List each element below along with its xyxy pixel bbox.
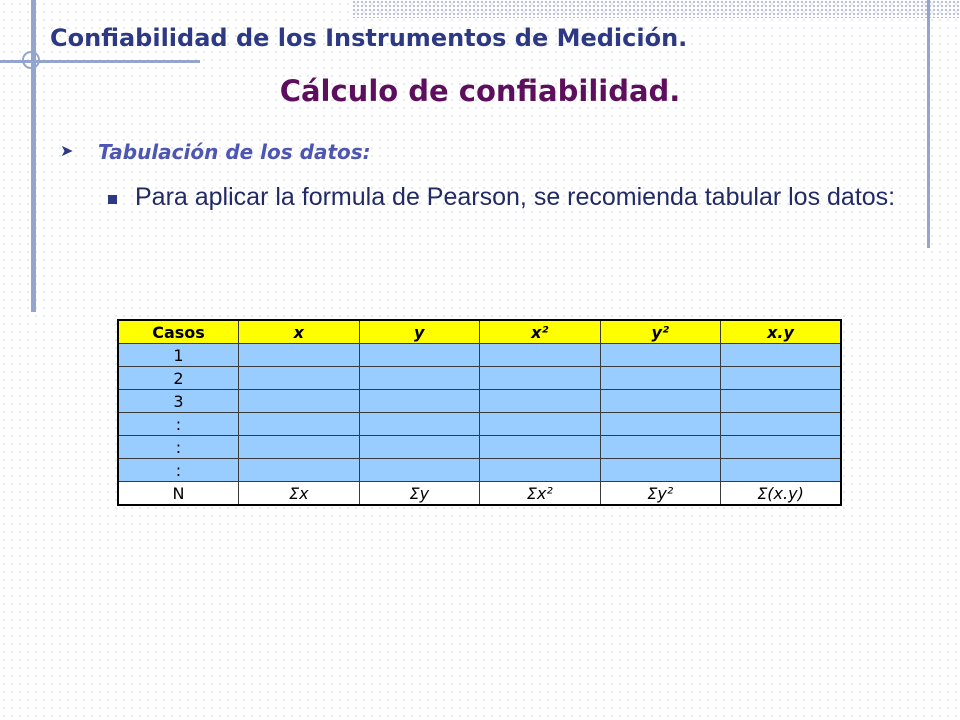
bullet-item: [108, 182, 896, 213]
header-cell-y: y: [359, 320, 480, 344]
table-cell: [480, 390, 601, 413]
decorative-vertical-line-left: [31, 0, 36, 312]
footer-cell-sum-x2: Σx²: [480, 482, 601, 506]
table-cell: [359, 390, 480, 413]
table-cell: [721, 367, 842, 390]
section-heading: Tabulación de los datos:: [98, 140, 371, 164]
decorative-vertical-line-right: [927, 0, 930, 248]
table-cell: [480, 436, 601, 459]
table-cell: [600, 436, 721, 459]
slide-header-title: Confiabilidad de los Instrumentos de Medición.: [50, 24, 688, 52]
table-row: [118, 344, 841, 367]
table-cell: [721, 459, 842, 482]
header-cell-xy: x.y: [721, 320, 842, 344]
table-cell: [239, 413, 360, 436]
table-cell: [359, 367, 480, 390]
row-label: :: [118, 436, 239, 459]
table-cell: [600, 344, 721, 367]
table-cell: [239, 344, 360, 367]
footer-cell-sum-y: Σy: [359, 482, 480, 506]
table-row: [118, 413, 841, 436]
table-cell: [600, 367, 721, 390]
header-cell-x: x: [239, 320, 360, 344]
table-row: [118, 367, 841, 390]
bullet-text: Para aplicar la formula de Pearson, se recomienda tabular los datos:: [135, 183, 896, 211]
header-cell-y2: y²: [600, 320, 721, 344]
table-row: [118, 390, 841, 413]
row-label: :: [118, 413, 239, 436]
footer-cell-sum-xy: Σ(x.y): [721, 482, 842, 506]
table-cell: [359, 344, 480, 367]
table-cell: [480, 413, 601, 436]
table-cell: [359, 436, 480, 459]
section-heading-line: [60, 140, 371, 164]
table-cell: [480, 344, 601, 367]
table-cell: [480, 367, 601, 390]
table-cell: [359, 413, 480, 436]
square-bullet-icon: [108, 195, 117, 204]
table-cell: [721, 436, 842, 459]
row-label: 1: [118, 344, 239, 367]
table-cell: [721, 413, 842, 436]
table-cell: [239, 390, 360, 413]
table-cell: [600, 390, 721, 413]
footer-cell-sum-y2: Σy²: [600, 482, 721, 506]
table-cell: [600, 413, 721, 436]
table-cell: [239, 459, 360, 482]
top-dot-band: [352, 0, 960, 18]
row-label: 2: [118, 367, 239, 390]
slide-subtitle: Cálculo de confiabilidad.: [279, 74, 681, 108]
crosshair-circle-icon: [22, 51, 40, 69]
table-cell: [721, 344, 842, 367]
arrow-bullet-icon: ➤: [60, 143, 74, 160]
table-cell: [239, 367, 360, 390]
tabulation-table: [117, 319, 842, 506]
table-row: [118, 436, 841, 459]
footer-cell-n: N: [118, 482, 239, 506]
header-cell-casos: Casos: [118, 320, 239, 344]
table-header-row: [118, 320, 841, 344]
row-label: :: [118, 459, 239, 482]
footer-cell-sum-x: Σx: [239, 482, 360, 506]
table-cell: [600, 459, 721, 482]
table-row: [118, 459, 841, 482]
table-footer-row: [118, 482, 841, 506]
header-cell-x2: x²: [480, 320, 601, 344]
table-cell: [480, 459, 601, 482]
table-cell: [721, 390, 842, 413]
table-cell: [359, 459, 480, 482]
table-cell: [239, 436, 360, 459]
row-label: 3: [118, 390, 239, 413]
